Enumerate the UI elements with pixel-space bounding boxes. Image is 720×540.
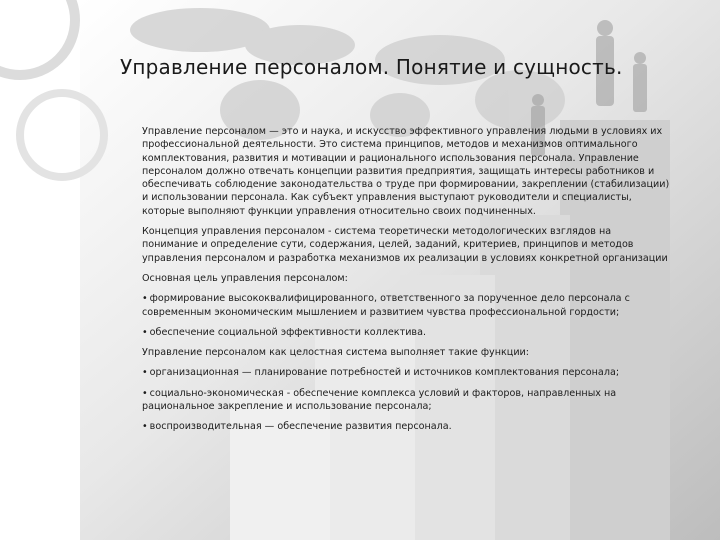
goal-item-2	[142, 326, 670, 339]
definition-paragraph: Управление персоналом — это и наука, и искусство эффективного управления людьми в условиях их профессиональной деятельности. Это система принципов, методов и механизмов оптимального комплектования, развития и мотивации и рационального использования персонала. Управление персоналом должно отвечать концепции развития предприятия, защищать интересы работников и обеспечивать соблюдение законодательства о труде при формировании, закреплении (стабилизации) и использовании персонала. Как субъект управления выступают руководители и специалисты, которые выполняют функции управления относительно своих подчиненных.	[142, 126, 670, 217]
bullet-icon: •	[142, 421, 148, 433]
bullet-icon: •	[142, 293, 148, 305]
function-item-3	[142, 420, 670, 433]
concept-paragraph: Концепция управления персоналом - система теоретически методологических взглядов на понимание и определение сути, содержания, целей, заданий, критериев, принципов и методов управления персоналом и разработка механизмов их реализации в условиях конкретной организации	[142, 226, 668, 264]
bullet-icon: •	[142, 367, 148, 379]
function-item-text: организационная — планирование потребностей и источников комплектования персонала;	[149, 367, 620, 379]
function-item-text: воспроизводительная — обеспечение развития персонала.	[149, 421, 452, 433]
goal-item-1	[142, 292, 670, 319]
slide-body	[142, 125, 670, 441]
bullet-icon: •	[142, 387, 148, 399]
goal-item-text: обеспечение социальной эффективности коллектива.	[149, 326, 427, 338]
function-item-2	[142, 387, 670, 414]
function-item-text: социально-экономическая - обеспечение комплекса условий и факторов, направленных на рациональное закрепление и использование персонала;	[142, 387, 617, 413]
goal-heading: Основная цель управления персоналом:	[142, 272, 348, 284]
bullet-icon: •	[142, 326, 148, 338]
slide-title: Управление персоналом. Понятие и сущность.	[120, 55, 623, 79]
goal-item-text: формирование высококвалифицированного, ответственного за порученное дело персонала с современным экономическим мышлением и развитием чувства профессиональной гордости;	[142, 293, 630, 318]
function-item-1	[142, 366, 670, 379]
functions-heading: Управление персоналом как целостная система выполняет такие функции:	[142, 347, 530, 359]
